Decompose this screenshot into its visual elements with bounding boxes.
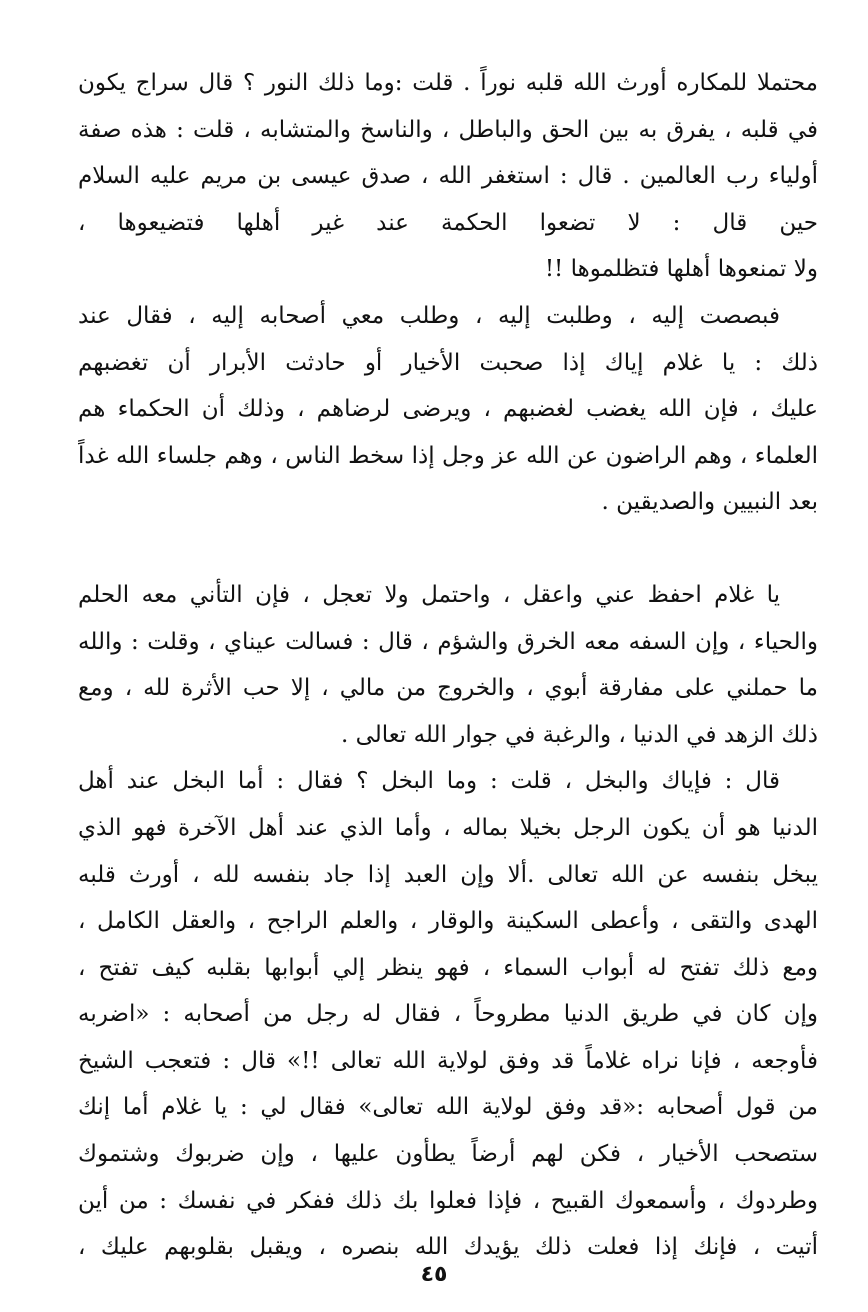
text-line: ستصحب الأخيار ، فكن لهم أرضاً يطأون عليها ، وإن ضربوك وشتموك <box>78 1141 818 1168</box>
text-line: يا غلام احفظ عني واعقل ، واحتمل ولا تعجل ، فإن التأني معه الحلم <box>78 581 780 608</box>
paragraph-gap <box>78 526 818 572</box>
text-line: ومع ذلك تفتح له أبواب السماء ، فهو ينظر إلي أبوابها بقلبه كيف تفتح ، <box>78 954 818 981</box>
text-line: العلماء ، وهم الراضون عن الله عز وجل إذا سخط الناس ، وهم جلساء الله غداً <box>78 442 818 469</box>
text-line: بعد النبيين والصديقين . <box>601 489 818 516</box>
text-line: ذلك الزهد في الدنيا ، والرغبة في جوار الله تعالى . <box>340 721 818 748</box>
text-line: الهدى والتقى ، وأعطى السكينة والوقار ، والعلم الراجح ، والعقل الكامل ، <box>78 908 818 935</box>
text-line: يبخل بنفسه عن الله تعالى .ألا وإن العبد إذا جاد بنفسه لله ، أورث قلبه <box>78 861 818 888</box>
paragraph-3 <box>78 572 818 758</box>
page-body <box>78 60 818 1271</box>
text-line: حين قال : لا تضعوا الحكمة عند غير أهلها فتضيعوها ، <box>78 209 818 236</box>
text-line: ما حملني على مفارقة أبوي ، والخروج من مالي ، إلا حب الأثرة لله ، ومع <box>78 675 818 702</box>
paragraph-2 <box>78 293 818 526</box>
text-line: محتملا للمكاره أورث الله قلبه نوراً . قلت :وما ذلك النور ؟ قال سراج يكون <box>78 70 818 96</box>
paragraph-4 <box>78 758 818 1271</box>
text-line: فبصصت إليه ، وطلبت إليه ، وطلب معي أصحابه إليه ، فقال عند <box>78 302 780 329</box>
text-line: في قلبه ، يفرق به بين الحق والباطل ، والناسخ والمتشابه ، قلت : هذه صفة <box>78 116 818 143</box>
text-line: أتيت ، فإنك إذا فعلت ذلك يؤيدك الله بنصره ، ويقبل بقلوبهم عليك ، <box>78 1234 818 1261</box>
text-line: والحياء ، وإن السفه معه الخرق والشؤم ، قال : فسالت عيناي ، وقلت : والله <box>78 628 818 655</box>
text-line: ولا تمنعوها أهلها فتظلموها !! <box>544 256 818 283</box>
paragraph-1 <box>78 60 818 293</box>
text-line: من قول أصحابه :«قد وفق لولاية الله تعالى» فقال لي : يا غلام أما إنك <box>78 1094 818 1121</box>
text-line: فأوجعه ، فإنا نراه غلاماً قد وفق لولاية الله تعالى !!» قال : فتعجب الشيخ <box>78 1047 818 1074</box>
text-line: قال : فإياك والبخل ، قلت : وما البخل ؟ فقال : أما البخل عند أهل <box>78 768 780 795</box>
text-line: وطردوك ، وأسمعوك القبيح ، فإذا فعلوا بك ذلك ففكر في نفسك : من أين <box>78 1187 818 1214</box>
text-line: ذلك : يا غلام إياك إذا صحبت الأخيار أو حادثت الأبرار أن تغضبهم <box>78 349 818 376</box>
text-line: الدنيا هو أن يكون الرجل بخيلا بماله ، وأما الذي عند أهل الآخرة فهو الذي <box>78 814 818 841</box>
text-line: وإن كان في طريق الدنيا مطروحاً ، فقال له رجل من أصحابه : «اضربه <box>78 1001 818 1028</box>
text-line: عليك ، فإن الله يغضب لغضبهم ، ويرضى لرضاهم ، وذلك أن الحكماء هم <box>78 396 818 423</box>
page-number: ٤٥ <box>420 1262 448 1287</box>
text-line: أولياء رب العالمين . قال : استغفر الله ، صدق عيسى بن مريم عليه السلام <box>78 163 818 190</box>
